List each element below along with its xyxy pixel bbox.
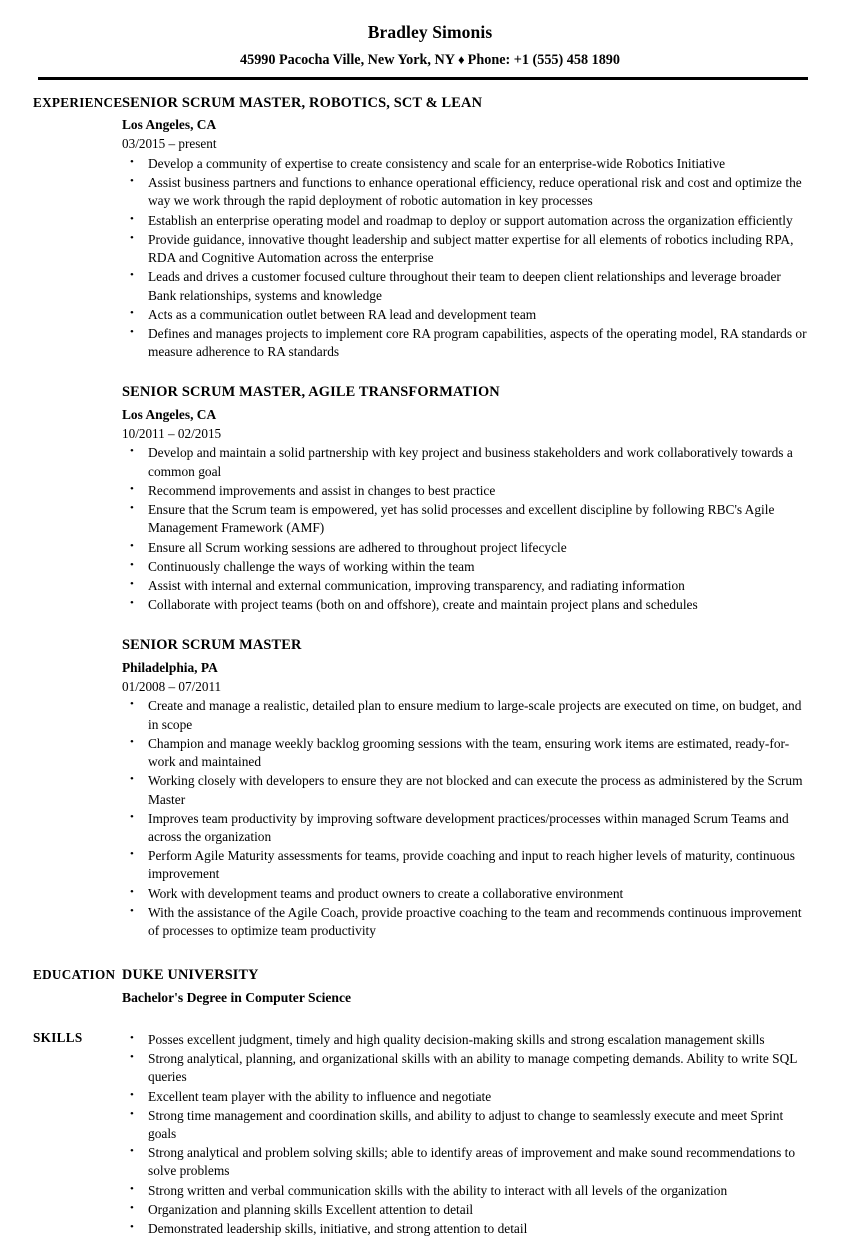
- skill-bullet: • Excellent team player with the ability to influence and negotiate: [122, 1088, 808, 1106]
- job-bullet: • Champion and manage weekly backlog grooming sessions with the team, ensuring work items are estimated, ready-for-work and maintained: [122, 735, 808, 771]
- skill-bullet: • Strong time management and coordination skills, and ability to adjust to change to seamlessly execute and meet Sprint goals: [122, 1107, 808, 1143]
- experience-entry: [122, 383, 808, 614]
- skills-bullet-list: [122, 1031, 808, 1238]
- job-bullet: • Develop and maintain a solid partnership with key project and business stakeholders and work collaboratively towards a common goal: [122, 444, 808, 480]
- education-degree: Bachelor's Degree in Computer Science: [122, 990, 352, 1006]
- skill-bullet: • Organization and planning skills Excellent attention to detail: [122, 1201, 808, 1219]
- job-bullet: • Working closely with developers to ensure they are not blocked and can execute the process as administered by the Scrum Master: [122, 772, 808, 808]
- candidate-address: 45990 Pacocha Ville, New York, NY: [240, 52, 456, 68]
- job-location: Los Angeles, CA: [122, 406, 217, 422]
- job-dates: 10/2011 – 02/2015: [122, 425, 222, 441]
- job-title: SENIOR SCRUM MASTER, ROBOTICS, SCT & LEAN: [122, 95, 483, 112]
- job-title: SENIOR SCRUM MASTER, AGILE TRANSFORMATION: [122, 384, 500, 401]
- section-label-education: EDUCATION: [33, 967, 116, 983]
- resume-header: [0, 0, 860, 80]
- diamond-separator-icon: ♦: [458, 52, 465, 67]
- education-school: DUKE UNIVERSITY: [122, 967, 259, 984]
- job-title: SENIOR SCRUM MASTER: [122, 637, 302, 654]
- job-bullet-list: [122, 155, 808, 361]
- job-bullet: • Provide guidance, innovative thought leadership and subject matter expertise for all elements of robotics including RPA, RDA and Cognitive Automation across the enterprise: [122, 231, 808, 267]
- skills-entries: [122, 1029, 860, 1238]
- header-divider: [38, 77, 808, 80]
- skill-bullet: • Strong written and verbal communication skills with the ability to interact with all levels of the organization: [122, 1182, 808, 1200]
- job-bullet: • Collaborate with project teams (both on and offshore), create and maintain project plans and schedules: [122, 596, 808, 614]
- job-bullet: • Establish an enterprise operating model and roadmap to deploy or support automation across the organization efficiently: [122, 212, 808, 230]
- skill-bullet: • Strong analytical and problem solving skills; able to identify areas of improvement and make sound recommendations to solve problems: [122, 1144, 808, 1180]
- job-bullet-list: [122, 697, 808, 940]
- section-label-experience: EXPERIENCE: [33, 95, 123, 111]
- experience-entry: [122, 94, 808, 361]
- job-bullet: • Leads and drives a customer focused culture throughout their team to deepen client relationships and leverage broader Bank relationships, systems and knowledge: [122, 268, 808, 304]
- job-bullet: • Ensure that the Scrum team is empowered, yet has solid processes and excellent discipline by following RBC's Agile Management Framework (AMF): [122, 501, 808, 537]
- job-bullet: • Assist business partners and functions to enhance operational efficiency, reduce operational risk and cost and optimize the way we work through the rapid deployment of robotic automation in key processes: [122, 174, 808, 210]
- candidate-name: Bradley Simonis: [367, 22, 493, 42]
- job-bullet: • Perform Agile Maturity assessments for teams, provide coaching and input to reach higher levels of maturity, continuous improvement: [122, 847, 808, 883]
- job-bullet: • Improves team productivity by improving software development practices/processes within managed Scrum Teams and across the organization: [122, 810, 808, 846]
- experience-entry: [122, 636, 808, 940]
- section-label-skills: SKILLS: [33, 1029, 83, 1045]
- resume-body: [0, 94, 860, 1238]
- candidate-phone: Phone: +1 (555) 458 1890: [467, 52, 620, 68]
- skill-bullet: • Posses excellent judgment, timely and high quality decision-making skills and strong escalation management skills: [122, 1031, 808, 1049]
- section-experience: [0, 94, 860, 940]
- job-bullet: • Create and manage a realistic, detailed plan to ensure medium to large-scale projects are executed on time, on budget, and in scope: [122, 697, 808, 733]
- job-dates: 03/2015 – present: [122, 136, 217, 152]
- education-entries: [122, 966, 860, 1008]
- job-bullet: • Work with development teams and product owners to create a collaborative environment: [122, 885, 808, 903]
- skill-bullet: • Demonstrated leadership skills, initiative, and strong attention to detail: [122, 1220, 808, 1238]
- education-entry: [122, 966, 808, 1008]
- job-bullet: • Continuously challenge the ways of working within the team: [122, 558, 808, 576]
- job-dates: 01/2008 – 07/2011: [122, 678, 222, 694]
- job-bullet: • Defines and manages projects to implement core RA program capabilities, aspects of the operating model, RA standards or measure adherence to RA standards: [122, 325, 808, 361]
- skill-bullet: • Strong analytical, planning, and organizational skills with an ability to manage competing demands. Ability to write SQL queries: [122, 1050, 808, 1086]
- candidate-contact-line: [0, 52, 860, 69]
- experience-entries: [122, 94, 860, 940]
- job-bullet-list: [122, 444, 808, 614]
- job-bullet: • Recommend improvements and assist in changes to best practice: [122, 482, 808, 500]
- job-location: Philadelphia, PA: [122, 659, 218, 675]
- section-education: [0, 966, 860, 1008]
- job-bullet: • Ensure all Scrum working sessions are adhered to throughout project lifecycle: [122, 539, 808, 557]
- job-bullet: • Develop a community of expertise to create consistency and scale for an enterprise-wide Robotics Initiative: [122, 155, 808, 173]
- job-bullet: • Assist with internal and external communication, improving transparency, and radiating information: [122, 577, 808, 595]
- section-skills: [0, 1029, 860, 1238]
- job-bullet: • With the assistance of the Agile Coach, provide proactive coaching to the team and recommends continuous improvement of processes to optimize team productivity: [122, 904, 808, 940]
- job-location: Los Angeles, CA: [122, 117, 217, 133]
- job-bullet: • Acts as a communication outlet between RA lead and development team: [122, 306, 808, 324]
